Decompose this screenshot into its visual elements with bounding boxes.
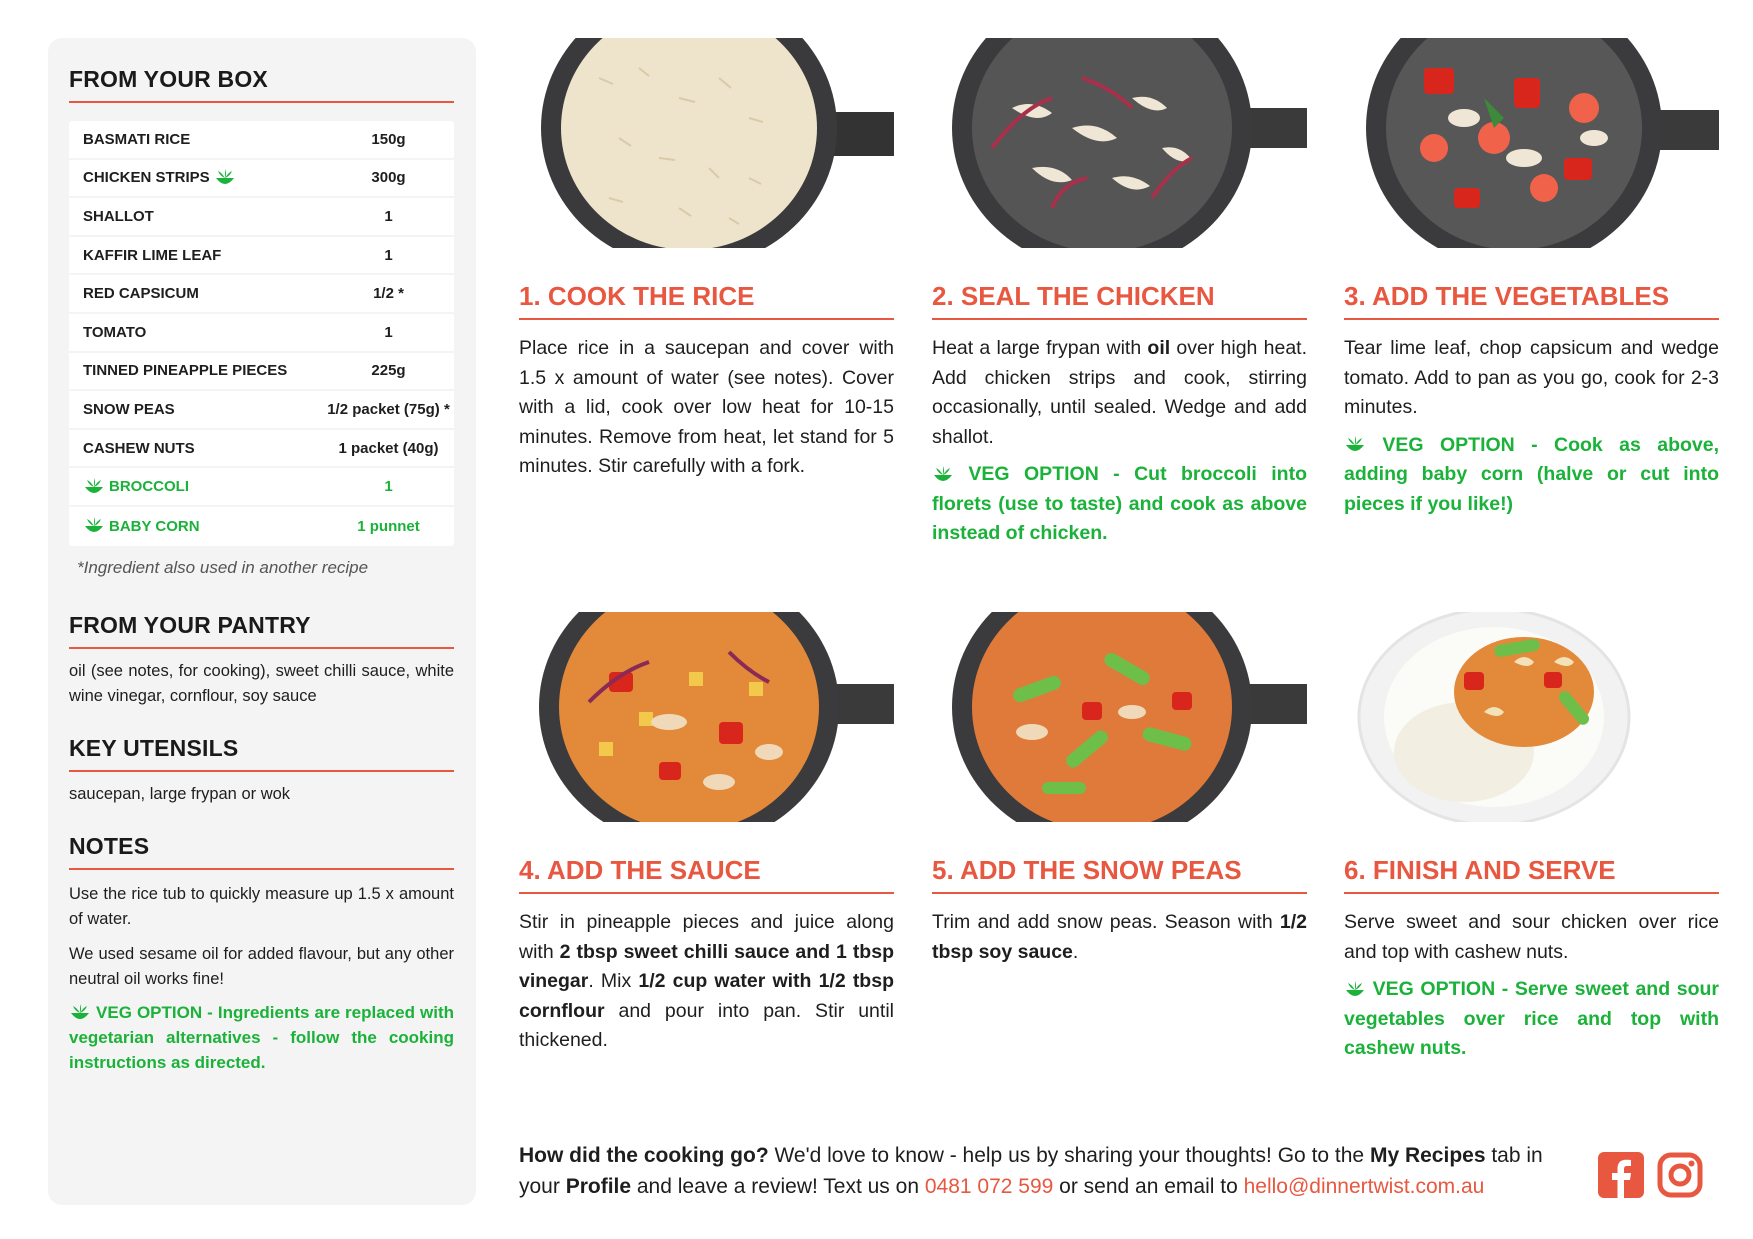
step-2-text [932, 334, 1307, 452]
ingredient-quantity: 300g [371, 169, 406, 187]
notes-paragraph-1: Use the rice tub to quickly measure up 1.5 x amount of water. [69, 884, 454, 928]
veg-leaf-icon [83, 516, 105, 536]
step-2-veg-text: VEG OPTION - Cut broccoli into florets (use to taste) and cook as above instead of chicken. [932, 463, 1307, 544]
step-4-text [519, 908, 894, 1056]
notes-paragraph-2: We used sesame oil for added flavour, but any other neutral oil works fine! [69, 944, 454, 988]
step-4-title: 4. ADD THE SAUCE [519, 855, 894, 894]
step-4-photo [519, 612, 894, 822]
step-3 [1344, 38, 1719, 519]
footer-text-4: or send an email to [1053, 1175, 1244, 1198]
pantry-text: oil (see notes, for cooking), sweet chilli sauce, white wine vinegar, cornflour, soy sauce [69, 661, 454, 705]
step-2-text-c: over high heat. Add chicken strips and cook, stirring occasionally, until sealed. Wedge and add shallot. [932, 337, 1308, 448]
step-2-text-a: Heat a large frypan with [932, 337, 1148, 359]
step-6-photo [1344, 612, 1719, 822]
ingredient-quantity: 1 [384, 478, 393, 496]
instagram-icon[interactable] [1657, 1152, 1703, 1198]
footer-text-2: tab in your [519, 1144, 1543, 1198]
step-6 [1344, 612, 1719, 1064]
step-3-veg-text: VEG OPTION - Cook as above, adding baby corn (halve or cut into pieces if you like!) [1344, 433, 1720, 515]
step-6-title: 6. FINISH AND SERVE [1344, 855, 1719, 894]
step-4-text-e: and pour into pan. Stir until thickened. [519, 999, 894, 1051]
ingredient-quantity: 1/2 * [373, 285, 404, 303]
step-5-text-b: 1/2 tbsp soy sauce [932, 911, 1307, 963]
step-5 [932, 612, 1307, 967]
ingredient-label: TOMATO [83, 323, 147, 341]
ingredient-label: BASMATI RICE [83, 130, 191, 148]
ingredient-label: CASHEW NUTS [83, 439, 195, 457]
utensils-heading: KEY UTENSILS [69, 735, 454, 772]
notes-veg-option [69, 1000, 454, 1075]
ingredient-quantity: 1 punnet [357, 517, 420, 535]
ingredient-quantity: 1 [384, 246, 393, 264]
veg-leaf-icon [932, 465, 954, 485]
ingredient-name [83, 285, 323, 302]
step-4-text-c: . Mix [588, 970, 639, 992]
ingredient-name [83, 247, 323, 264]
ingredient-name [83, 324, 323, 341]
ingredient-label: CHICKEN STRIPS [83, 169, 210, 187]
ingredient-label: BABY CORN [109, 517, 200, 535]
facebook-icon[interactable] [1598, 1152, 1644, 1198]
step-2 [932, 38, 1307, 549]
veg-leaf-icon [1344, 435, 1366, 455]
ingredient-name [83, 477, 323, 497]
ingredient-label: TINNED PINEAPPLE PIECES [83, 362, 288, 380]
veg-leaf-icon [1344, 980, 1366, 1000]
ingredient-row [69, 353, 454, 392]
ingredient-quantity: 1 packet (40g) [338, 439, 439, 457]
step-2-text-b: oil [1147, 337, 1171, 359]
veg-leaf-icon [69, 1003, 91, 1023]
step-6-veg-text: VEG OPTION - Serve sweet and sour vegetables over rice and top with cashew nuts. [1344, 978, 1720, 1059]
step-5-photo [932, 612, 1307, 822]
phone-link[interactable]: 0481 072 599 [924, 1175, 1054, 1198]
ingredient-quantity: 225g [371, 362, 406, 380]
ingredient-quantity: 150g [371, 130, 406, 148]
ingredient-table [69, 121, 454, 546]
step-2-title: 2. SEAL THE CHICKEN [932, 281, 1307, 320]
step-6-text: Serve sweet and sour chicken over rice and top with cashew nuts. [1344, 911, 1719, 963]
ingredient-label: RED CAPSICUM [83, 285, 199, 303]
ingredients-panel [48, 38, 476, 1205]
ingredient-label: KAFFIR LIME LEAF [83, 246, 222, 264]
ingredient-label: BROCCOLI [109, 478, 189, 496]
veg-leaf-icon [214, 168, 236, 188]
ingredient-label: SNOW PEAS [83, 400, 175, 418]
ingredient-label: SHALLOT [83, 207, 154, 225]
ingredient-row [69, 121, 454, 160]
step-3-text: Tear lime leaf, chop capsicum and wedge tomato. Add to pan as you go, cook for 2-3 minutes. [1344, 337, 1719, 418]
pantry-heading: FROM YOUR PANTRY [69, 612, 454, 649]
footer-question: How did the cooking go? [519, 1144, 769, 1167]
ingredient-name [83, 516, 323, 536]
ingredient-row [69, 430, 454, 469]
ingredient-row [69, 507, 454, 546]
footer-profile: Profile [565, 1175, 632, 1198]
ingredient-row [69, 198, 454, 237]
footer-text-1: We'd love to know - help us by sharing your thoughts! Go to the [768, 1144, 1370, 1167]
ingredient-footnote: *Ingredient also used in another recipe [77, 557, 369, 577]
ingredient-row [69, 160, 454, 199]
step-2-veg-option [932, 460, 1307, 549]
step-5-title: 5. ADD THE SNOW PEAS [932, 855, 1307, 894]
ingredient-row [69, 391, 454, 430]
ingredient-quantity: 1/2 packet (75g) * [327, 400, 450, 418]
ingredient-row [69, 468, 454, 507]
step-3-veg-option [1344, 431, 1719, 520]
step-3-photo [1344, 38, 1719, 248]
ingredient-name [83, 401, 323, 418]
ingredient-row [69, 275, 454, 314]
step-1-photo [519, 38, 894, 248]
ingredient-name [83, 208, 323, 225]
from-your-box-heading: FROM YOUR BOX [69, 66, 454, 103]
utensils-text: saucepan, large frypan or wok [69, 784, 291, 803]
feedback-footer [519, 1140, 1579, 1202]
notes-veg-text: VEG OPTION - Ingredients are replaced with vegetarian alternatives - follow the cooking instructions as directed. [69, 1002, 454, 1072]
step-4 [519, 612, 894, 1056]
veg-leaf-icon [83, 477, 105, 497]
ingredient-name [83, 362, 323, 379]
ingredient-row [69, 237, 454, 276]
step-5-text-a: Trim and add snow peas. Season with [932, 911, 1280, 933]
footer-text-3: and leave a review! Text us on [631, 1175, 925, 1198]
notes-heading: NOTES [69, 833, 454, 870]
step-1-text: Place rice in a saucepan and cover with 1.5 x amount of water (see notes). Cover with a lid, cook over low heat for 10-15 minutes. Remove from heat, let stand for 5 minutes. Stir carefully with a fork. [519, 337, 894, 477]
step-5-text [932, 908, 1307, 967]
step-2-photo [932, 38, 1307, 248]
step-6-veg-option [1344, 975, 1719, 1064]
step-1-title: 1. COOK THE RICE [519, 281, 894, 320]
email-link[interactable]: hello@dinnertwist.com.au [1243, 1175, 1485, 1198]
step-5-text-c: . [1072, 940, 1079, 963]
ingredient-quantity: 1 [384, 323, 393, 341]
footer-my-recipes: My Recipes [1369, 1144, 1486, 1167]
step-3-title: 3. ADD THE VEGETABLES [1344, 281, 1719, 320]
step-4-text-a: Stir in pineapple pieces and juice along with [519, 911, 894, 963]
ingredient-quantity: 1 [384, 207, 393, 225]
ingredient-row [69, 314, 454, 353]
ingredient-name [83, 168, 323, 188]
step-4-text-d: 1/2 cup water with 1/2 tbsp cornflour [519, 970, 894, 1022]
ingredient-name [83, 440, 323, 457]
step-4-text-b: 2 tbsp sweet chilli sauce and 1 tbsp vinegar [519, 940, 894, 992]
step-1 [519, 38, 894, 482]
ingredient-name [83, 131, 323, 148]
